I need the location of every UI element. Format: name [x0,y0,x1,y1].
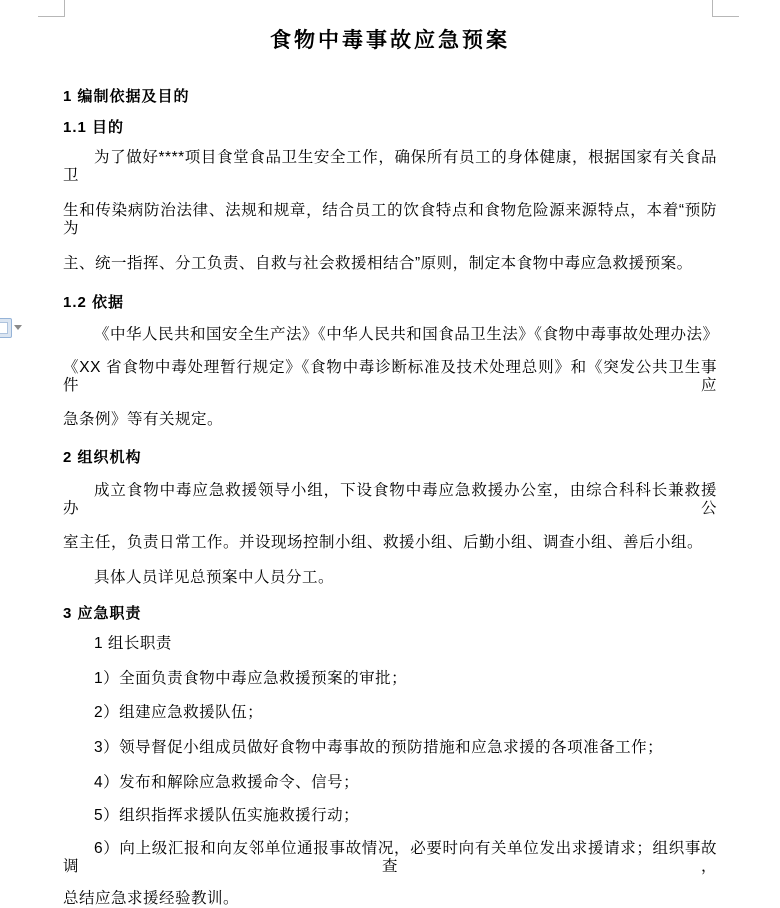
paragraph-line: 急条例》等有关规定。 [63,411,224,428]
list-item-1: 1）全面负责食物中毒应急救援预案的审批； [94,670,408,687]
heading-1: 1 编制依据及目的 [63,88,190,105]
list-item-6: 6）向上级汇报和向友邻单位通报事故情况，必要时向有关单位发出求援请求；组织事故调查， [63,840,717,875]
heading-1-2: 1.2 依据 [63,294,125,311]
heading-2: 2 组织机构 [63,449,142,466]
document-title: 食物中毒事故应急预案 [270,29,510,52]
margin-crop-mark-left [38,0,65,17]
chevron-down-icon[interactable] [14,325,22,330]
paragraph-line: 主、统一指挥、分工负责、自救与社会救援相结合”原则，制定本食物中毒应急救援预案。 [63,255,693,272]
list-item-3: 3）领导督促小组成员做好食物中毒事故的预防措施和应急求援的各项准备工作； [94,739,664,756]
paragraph-line: 总结应急求援经验教训。 [63,890,240,907]
paragraph-line: 《中华人民共和国安全生产法》《中华人民共和国食品卫生法》《食物中毒事故处理办法》 [94,326,719,343]
paragraph-line: 生和传染病防治法律、法规和规章，结合员工的饮食特点和食物危险源来源特点，本着“预防为 [63,202,717,237]
paragraph-line: 室主任，负责日常工作。并设现场控制小组、救援小组、后勤小组、调查小组、善后小组。 [63,534,704,551]
subitem-leader-duty: 1 组长职责 [94,635,172,652]
paragraph-line: 为了做好****项目食堂食品卫生安全工作，确保所有员工的身体健康，根据国家有关食品卫 [63,149,717,184]
list-item-4: 4）发布和解除应急救援命令、信号； [94,774,360,791]
list-item-2: 2）组建应急救援队伍； [94,704,264,721]
paste-options-icon[interactable] [0,318,12,338]
paragraph-line: 成立食物中毒应急救援领导小组，下设食物中毒应急救援办公室，由综合科科长兼救援办公 [63,482,717,517]
list-item-5: 5）组织指挥求援队伍实施救援行动； [94,807,360,824]
heading-1-1: 1.1 目的 [63,119,125,136]
clipboard-sheet-icon [0,322,8,334]
heading-3: 3 应急职责 [63,605,142,622]
document-content [63,0,717,908]
paragraph-line: 具体人员详见总预案中人员分工。 [94,569,335,586]
paragraph-line: 《XX 省食物中毒处理暂行规定》《食物中毒诊断标准及技术处理总则》和《突发公共卫生事件应 [63,359,717,394]
